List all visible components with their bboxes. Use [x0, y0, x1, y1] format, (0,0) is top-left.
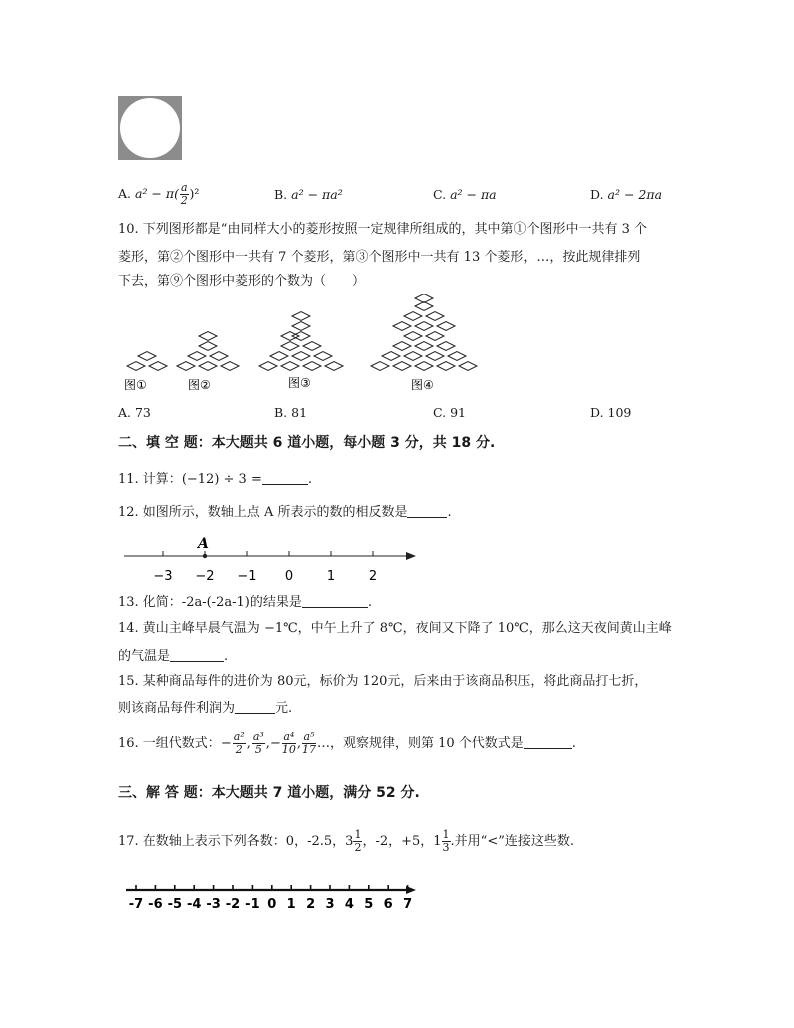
- rhombus-shape: [325, 362, 343, 371]
- rhombus-shape: [314, 352, 332, 361]
- q17-mixed-fraction-2: $\frac{1}{3}$: [442, 828, 450, 854]
- q12-answer-blank[interactable]: [407, 503, 447, 518]
- q12-text: 12. 如图所示，数轴上点 A 所表示的数的相反数是: [118, 505, 408, 520]
- number-line-tick-label: 1: [286, 897, 296, 912]
- rhombus-shape: [303, 362, 321, 371]
- number-line-tick-label: 1: [326, 569, 336, 584]
- point-a: [203, 554, 207, 558]
- q16-frac-3: $\frac{\text{a⁴}}{10}$: [281, 730, 296, 756]
- number-line-q17[interactable]: [124, 880, 420, 914]
- q12-suffix: .: [447, 505, 452, 520]
- q16-tail: …，观察规律，则第 10 个代数式是: [316, 736, 524, 751]
- rhombus-shape: [281, 362, 299, 371]
- number-line-tick-label: 2: [368, 569, 378, 584]
- number-line-tick-label: -6: [148, 897, 163, 912]
- q12: [118, 503, 452, 522]
- rhombus-shape: [270, 352, 288, 361]
- number-line-tick-label: 3: [325, 897, 335, 912]
- rhombus-shape: [127, 362, 145, 371]
- number-line-tick-label: -4: [186, 897, 202, 912]
- number-line-tick-label: −3: [153, 569, 173, 584]
- q17-suffix: .并用“<”连接这些数.: [450, 834, 574, 849]
- rhombus-shape: [459, 362, 477, 371]
- rhombus-shape: [210, 352, 228, 361]
- option-label: B.: [274, 187, 288, 202]
- q10-option-a[interactable]: A. 73: [118, 405, 151, 420]
- q16-frac-4: $\frac{\text{a⁵}}{17}$: [301, 730, 316, 756]
- rhombus-shape: [303, 342, 321, 351]
- section-2-heading: 二、填 空 题：本大题共 6 道小题，每小题 3 分，共 18 分.: [118, 435, 496, 451]
- q16-answer-blank[interactable]: [524, 734, 572, 749]
- q10-line-3: 下去，第⑨个图形中菱形的个数为（ ）: [118, 274, 366, 289]
- q11-suffix: .: [307, 472, 312, 487]
- rhombus-shape: [382, 352, 400, 361]
- q11: [118, 470, 312, 489]
- q9-option-c[interactable]: [433, 186, 497, 204]
- rhombus-shape: [404, 352, 422, 361]
- q16-prefix: 16. 一组代数式：: [118, 736, 221, 751]
- q14-text: 的气温是: [118, 649, 171, 664]
- rhombus-shape: [393, 322, 411, 331]
- number-line-tick-label: 5: [364, 897, 374, 912]
- option-expr: a² − πa²: [291, 187, 343, 202]
- rhombus-shape: [437, 322, 455, 331]
- fraction: $\frac{a}{2}$: [180, 181, 188, 207]
- rhombus-shape: [199, 342, 217, 351]
- rhombus-shape: [281, 332, 299, 341]
- rhombus-shape: [404, 332, 422, 341]
- rhombus-shape: [393, 362, 411, 371]
- q16: 16. 一组代数式：− $\frac{\text{a²}}{2}$ , $\frac{\text{a³}}{5}$ ,− $\frac{\text{a⁴}}{10}$ , $\frac{\text{a⁵}}{17}$ …，观察规律，则第 10 个代数式是 .: [118, 730, 576, 756]
- q10-line-1: 10. 下列图形都是“由同样大小的菱形按照一定规律所组成的，其中第①个图形中一共有 3 个: [118, 222, 647, 237]
- rhombus-shape: [448, 352, 466, 361]
- number-line-tick-label: -3: [206, 897, 221, 912]
- rhombus-shape: [437, 362, 455, 371]
- square-circle-figure: [118, 96, 182, 160]
- number-line-tick-label: -7: [128, 897, 144, 912]
- q14-answer-blank[interactable]: [170, 647, 224, 662]
- q17: 17. 在数轴上表示下列各数：0，-2.5，3 $\frac{1}{2}$ ，-2，+5，1 $\frac{1}{3}$ .并用“<”连接这些数.: [118, 828, 574, 854]
- q10-option-d[interactable]: D. 109: [590, 405, 632, 420]
- number-line-tick-label: 4: [344, 897, 354, 912]
- q16-suffix: .: [571, 736, 576, 751]
- rhombus-shape: [177, 362, 195, 371]
- option-expr-tail: )²: [189, 186, 200, 201]
- q14-line-1: 14. 黄山主峰早晨气温为 −1℃，中午上升了 8℃，夜间又下降了 10℃，那么这天夜间黄山主峰: [118, 621, 672, 636]
- rhombus-shape: [292, 312, 310, 321]
- rhombus-shape: [188, 352, 206, 361]
- number-line-tick-label: 0: [267, 897, 277, 912]
- point-a-label: A: [198, 536, 209, 552]
- q13: [118, 593, 372, 612]
- number-line-tick-label: 7: [403, 897, 413, 912]
- option-label: D.: [590, 187, 604, 202]
- rhombus-shape: [415, 322, 433, 331]
- number-line-tick-label: -1: [245, 897, 260, 912]
- figure-label-1: 图①: [124, 378, 147, 392]
- q10-option-b[interactable]: B. 81: [274, 405, 308, 420]
- q17-prefix: 17. 在数轴上表示下列各数：0，-2.5，: [118, 834, 346, 849]
- q11-expr: (−12) ÷ 3 =: [181, 472, 262, 487]
- q11-answer-blank[interactable]: [262, 470, 308, 485]
- section-3-heading: 三、解 答 题：本大题共 7 道小题，满分 52 分.: [118, 785, 420, 801]
- q10-line-2: 菱形，第②个图形中一共有 7 个菱形，第③个图形中一共有 13 个菱形，…，按此规律排列: [118, 250, 641, 265]
- option-label: A.: [118, 186, 132, 201]
- rhombus-shape: [426, 312, 444, 321]
- number-line-q12: [120, 532, 420, 586]
- number-line-tick-label: −2: [195, 569, 215, 584]
- rhombus-shape: [371, 362, 389, 371]
- number-line-tick-label: 6: [383, 897, 393, 912]
- rhombus-shape: [149, 362, 167, 371]
- option-expr: a² − πa: [450, 187, 497, 202]
- q15-suffix: 元.: [275, 701, 293, 716]
- q9-option-a[interactable]: [118, 182, 199, 207]
- rhombus-shape: [199, 362, 217, 371]
- number-line-tick-label: −1: [237, 569, 257, 584]
- rhombus-shape: [426, 352, 444, 361]
- number-line-tick-label: -5: [167, 897, 183, 912]
- figure-label-3: 图③: [288, 376, 311, 390]
- rhombus-shape: [393, 342, 411, 351]
- rhombus-shape: [426, 332, 444, 341]
- q17-mixed-fraction-1: $\frac{1}{2}$: [354, 828, 362, 854]
- option-label: C.: [433, 187, 447, 202]
- rhombus-shape: [292, 352, 310, 361]
- rhombus-shape: [199, 332, 217, 341]
- rhombus-shape: [292, 322, 310, 331]
- rhombus-shape: [415, 362, 433, 371]
- q15-line-2: [118, 699, 292, 718]
- option-expr: a² − π(: [135, 186, 179, 201]
- q9-option-b[interactable]: [274, 186, 343, 204]
- q16-frac-2: $\frac{\text{a³}}{5}$: [252, 730, 264, 756]
- rhombus-shape: [292, 332, 310, 341]
- figure-label-2: 图②: [188, 378, 211, 392]
- number-line-tick-label: 0: [284, 569, 294, 584]
- rhombus-shape: [404, 312, 422, 321]
- q15-answer-blank[interactable]: [235, 699, 275, 714]
- number-line-tick-label: 2: [306, 897, 316, 912]
- q11-prefix: 11. 计算：: [118, 472, 182, 487]
- rhombus-shape: [281, 342, 299, 351]
- number-line-tick-label: -2: [225, 897, 241, 912]
- q15-text: 则该商品每件利润为: [118, 701, 236, 716]
- rhombus-shape: [259, 362, 277, 371]
- rhombus-shape: [138, 352, 156, 361]
- q14-line-2: [118, 647, 228, 666]
- rhombus-shape: [437, 342, 455, 351]
- rhombus-shape: [415, 342, 433, 351]
- rhombus-pattern-figure: [118, 294, 484, 398]
- option-expr: a² − 2πa: [607, 187, 663, 202]
- figure-label-4: 图④: [411, 378, 434, 392]
- q14-suffix: .: [224, 649, 229, 664]
- q13-answer-blank[interactable]: [302, 593, 368, 608]
- q10-option-c[interactable]: C. 91: [433, 405, 466, 420]
- q15-line-1: 15. 某种商品每件的进价为 80元，标价为 120元，后来由于该商品积压，将此商品打七折，: [118, 674, 648, 689]
- q16-frac-1: $\frac{\text{a²}}{2}$: [233, 730, 245, 756]
- rhombus-shape: [221, 362, 239, 371]
- q9-option-d[interactable]: [590, 186, 662, 204]
- q13-suffix: .: [367, 595, 372, 610]
- q13-text: 13. 化简：-2a-(-2a-1)的结果是: [118, 595, 302, 610]
